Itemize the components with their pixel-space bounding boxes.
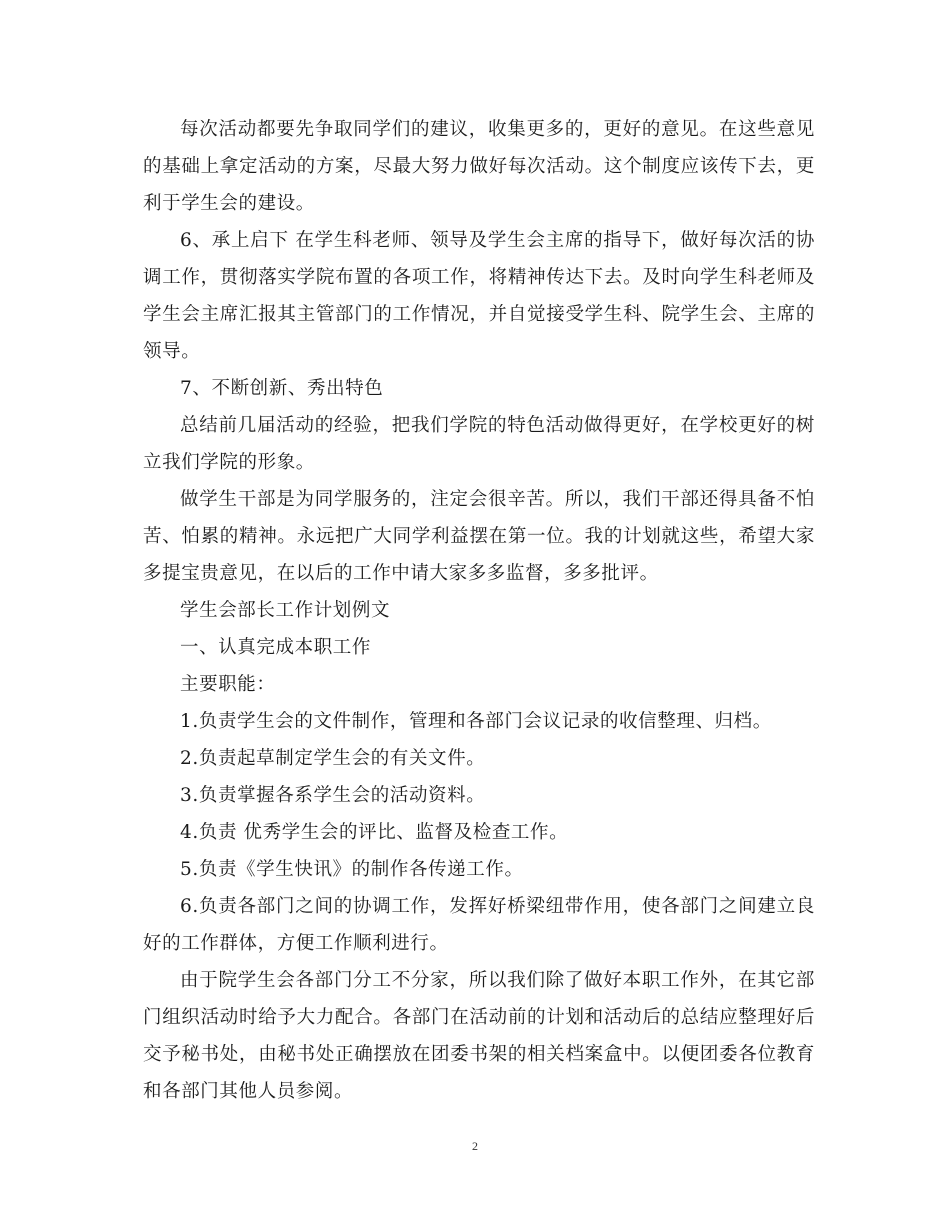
subheading: 主要职能：: [180, 674, 276, 695]
paragraph: 由于院学生会各部门分工不分家，所以我们除了做好本职工作外，在其它部门组织活动时给予大力配合。各部门在活动前的计划和活动后的总结应整理好后交予秘书处，由秘书处正确摆放在团委书架的相关档案盒中。以便团委各位教育和各部门其他人员参阅。: [143, 970, 815, 1102]
paragraph: 6、承上启下 在学生科老师、领导及学生会主席的指导下，做好每次活的协调工作，贯彻落实学院布置的各项工作，将精神传达下去。及时向学生科老师及学生会主席汇报其主管部门的工作情况，并自觉接受学生科、院学生会、主席的领导。: [143, 230, 815, 362]
document-body: [143, 111, 815, 1110]
list-item: 5.负责《学生快讯》的制作各传递工作。: [180, 859, 524, 880]
list-item: 4.负责 优秀学生会的评比、监督及检查工作。: [180, 822, 569, 843]
section-heading: 一、认真完成本职工作: [180, 637, 372, 658]
paragraph: 总结前几届活动的经验，把我们学院的特色活动做得更好，在学校更好的树立我们学院的形象。: [143, 415, 815, 473]
list-item: 2.负责起草制定学生会的有关文件。: [180, 748, 486, 769]
page-number: 2: [472, 1139, 478, 1153]
paragraph: 每次活动都要先争取同学们的建议，收集更多的，更好的意见。在这些意见的基础上拿定活动的方案，尽最大努力做好每次活动。这个制度应该传下去，更利于学生会的建设。: [143, 119, 815, 214]
list-item: 1.负责学生会的文件制作，管理和各部门会议记录的收信整理、归档。: [180, 711, 772, 732]
section-heading: 7、不断创新、秀出特色: [180, 378, 384, 399]
list-item: 6.负责各部门之间的协调工作，发挥好桥梁纽带作用，使各部门之间建立良好的工作群体，方便工作顺利进行。: [143, 896, 815, 954]
document-title: 学生会部长工作计划例文: [180, 600, 391, 621]
list-item: 3.负责掌握各系学生会的活动资料。: [180, 785, 486, 806]
paragraph: 做学生干部是为同学服务的，注定会很辛苦。所以，我们干部还得具备不怕苦、怕累的精神。永远把广大同学利益摆在第一位。我的计划就这些，希望大家多提宝贵意见，在以后的工作中请大家多多监督，多多批评。: [143, 489, 815, 584]
